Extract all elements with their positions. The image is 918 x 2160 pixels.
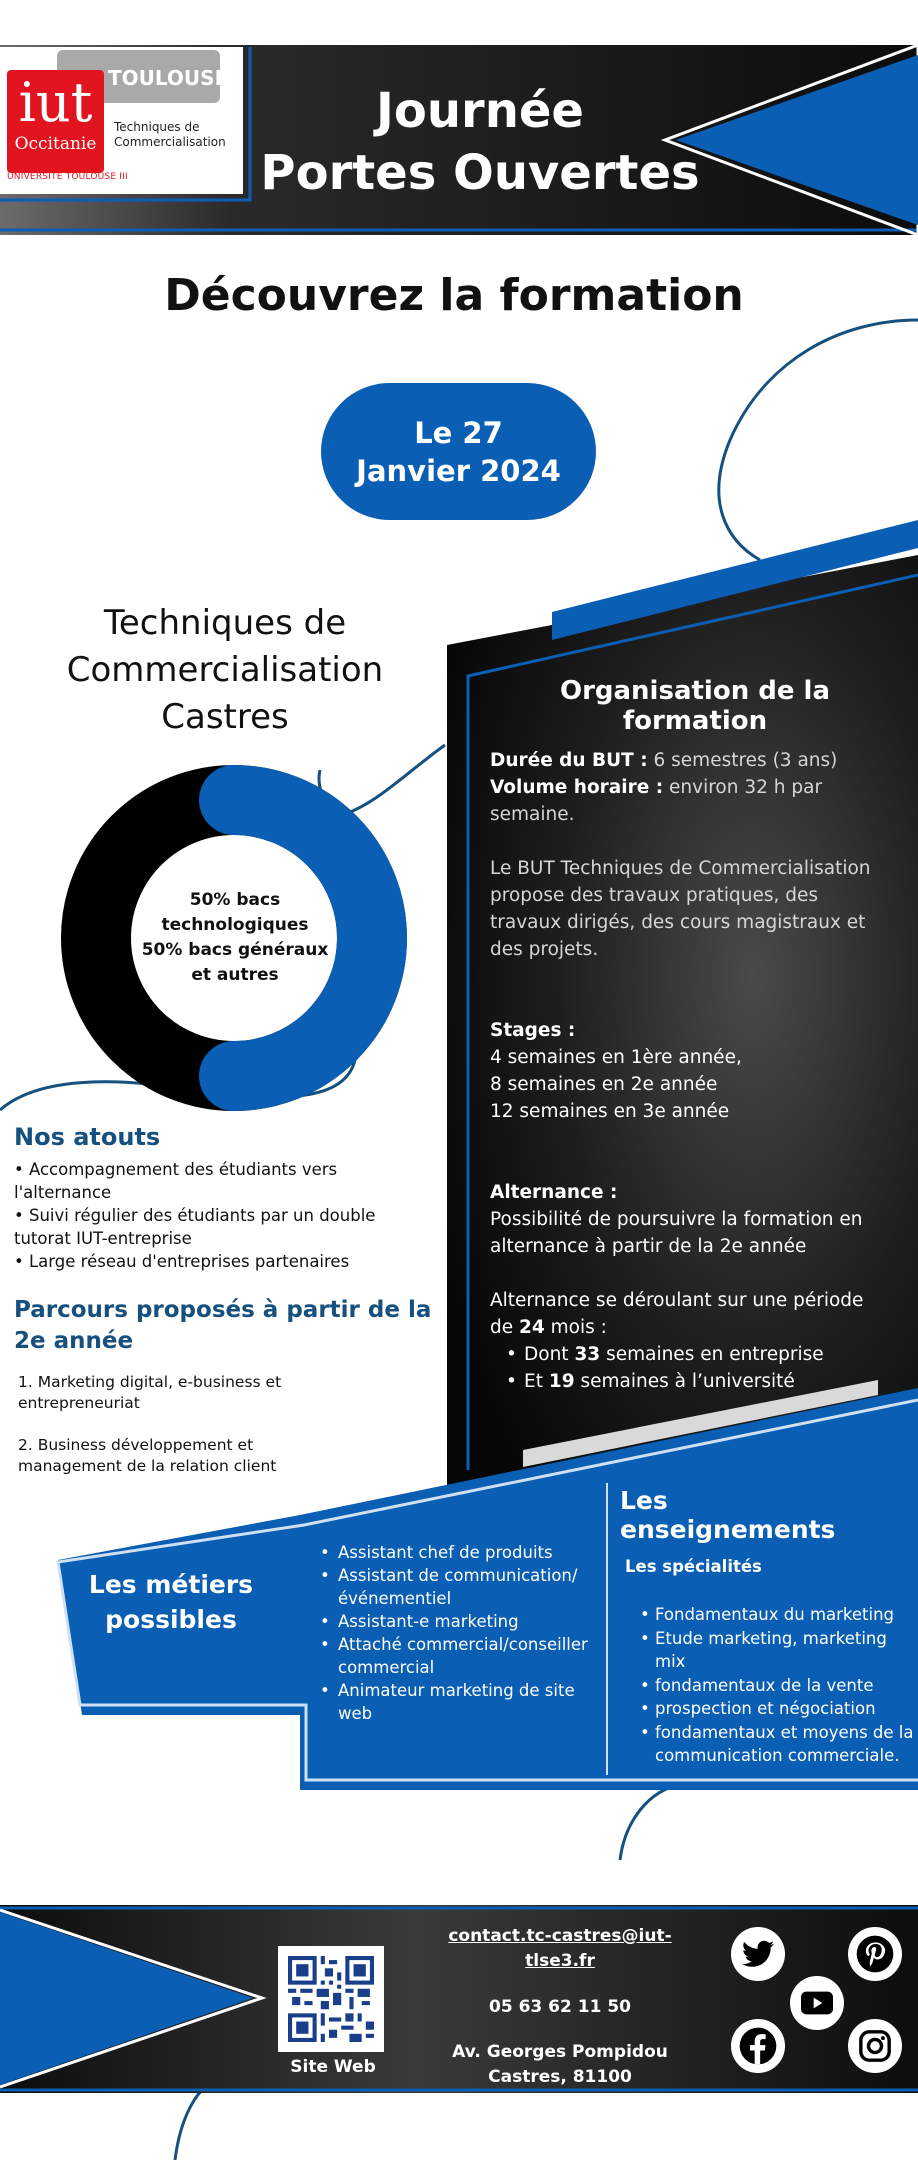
- metiers-heading: Les métiers possibles: [88, 1570, 254, 1634]
- qr-code-icon: [288, 1956, 374, 2042]
- list-item: 2. Business développement et management de la relation client: [18, 1436, 277, 1475]
- duree-line: Durée du BUT : 6 semestres (3 ans): [490, 750, 838, 771]
- date-badge: Le 27 Janvier 2024: [321, 383, 596, 520]
- list-item: • Suivi régulier des étudiants par un double tutorat IUT-entreprise: [14, 1206, 376, 1248]
- list-item: • Assistant chef de produits: [320, 1541, 610, 1564]
- atouts-list: [14, 1158, 434, 1273]
- logo-iut-block: [7, 70, 104, 173]
- alternance-heading: Alternance :: [490, 1182, 618, 1203]
- alternance-split-list: [490, 1341, 890, 1395]
- page-title: Journée Portes Ouvertes: [260, 83, 700, 201]
- list-item: 12 semaines en 3e année: [490, 1101, 730, 1122]
- twitter-icon[interactable]: [731, 1927, 785, 1981]
- organisation-description: Le BUT Techniques de Commercialisation propose des travaux pratiques, des travaux dirigés, des cours magistraux et des projets.: [490, 858, 871, 960]
- list-item: • Animateur marketing de site web: [320, 1679, 610, 1725]
- list-item: • Accompagnement des étudiants vers l'alternance: [14, 1160, 338, 1202]
- list-item: • Large réseau d'entreprises partenaires: [14, 1252, 350, 1271]
- list-item: 1. Marketing digital, e-business et entrepreneuriat: [18, 1373, 282, 1412]
- list-item: • Etude marketing, marketing mix: [640, 1627, 915, 1674]
- parcours-list: [18, 1372, 318, 1498]
- list-item: • fondamentaux de la vente: [640, 1674, 915, 1698]
- list-item: • Dont 33 semaines en entreprise: [524, 1341, 890, 1368]
- logo-department: Techniques de Commercialisation: [114, 120, 226, 149]
- contact-block: [445, 1924, 675, 2090]
- atouts-heading: Nos atouts: [14, 1123, 161, 1151]
- section-title: Découvrez la formation: [164, 270, 744, 321]
- logo-university: UNIVERSITÉ TOULOUSE III: [7, 172, 128, 182]
- list-item: 4 semaines en 1ère année,: [490, 1047, 742, 1068]
- logo-occitanie-text: Occitanie: [14, 134, 97, 154]
- donut-label: 50% bacs technologiques 50% bacs généraux et autres: [141, 890, 329, 985]
- facebook-icon[interactable]: [731, 2019, 785, 2073]
- enseignements-subheading: Les spécialités: [625, 1557, 762, 1576]
- deco-curve-top: [719, 320, 918, 560]
- qr-code[interactable]: [278, 1946, 384, 2052]
- deco-curve-lower: [620, 1780, 800, 1860]
- pinterest-icon[interactable]: [848, 1927, 902, 1981]
- list-item: • Attaché commercial/conseiller commercial: [320, 1633, 610, 1679]
- qr-caption: Site Web: [290, 2057, 376, 2077]
- list-item: • Assistant de communication/ événementiel: [320, 1564, 610, 1610]
- stages-heading: Stages :: [490, 1020, 576, 1041]
- divider: [606, 1483, 608, 1775]
- logo-toulouse-text: TOULOUSE: [108, 66, 229, 90]
- address: Av. Georges Pompidou Castres, 81100: [452, 2042, 668, 2087]
- logo-iut-text: iut: [18, 71, 93, 134]
- program-title: Techniques de Commercialisation Castres: [66, 603, 384, 737]
- list-item: • fondamentaux et moyens de la communication commerciale.: [640, 1721, 915, 1768]
- list-item: • Fondamentaux du marketing: [640, 1603, 915, 1627]
- volume-line: Volume horaire : environ 32 h par semaine.: [490, 777, 823, 825]
- enseignements-heading: Les enseignements: [620, 1486, 836, 1544]
- list-item: • prospection et négociation: [640, 1697, 915, 1721]
- alternance-text: Possibilité de poursuivre la formation en alternance à partir de la 2e année: [490, 1209, 863, 1257]
- phone-number: 05 63 62 11 50: [489, 1997, 631, 2017]
- organisation-heading: Organisation de la formation: [559, 676, 831, 736]
- list-item: • Assistant-e marketing: [320, 1610, 610, 1633]
- metiers-list: [320, 1541, 610, 1725]
- email-link[interactable]: contact.tc-castres@iut- tlse3.fr: [448, 1926, 672, 1971]
- youtube-icon[interactable]: [790, 1976, 844, 2030]
- list-item: • Et 19 semaines à l’université: [524, 1368, 890, 1395]
- parcours-heading: Parcours proposés à partir de la 2e année: [14, 1297, 432, 1354]
- instagram-icon[interactable]: [848, 2019, 902, 2073]
- alternance-period: Alternance se déroulant sur une période de 24 mois :: [490, 1290, 864, 1338]
- enseignements-list: [640, 1603, 915, 1768]
- organisation-body: [490, 747, 890, 1395]
- list-item: 8 semaines en 2e année: [490, 1074, 718, 1095]
